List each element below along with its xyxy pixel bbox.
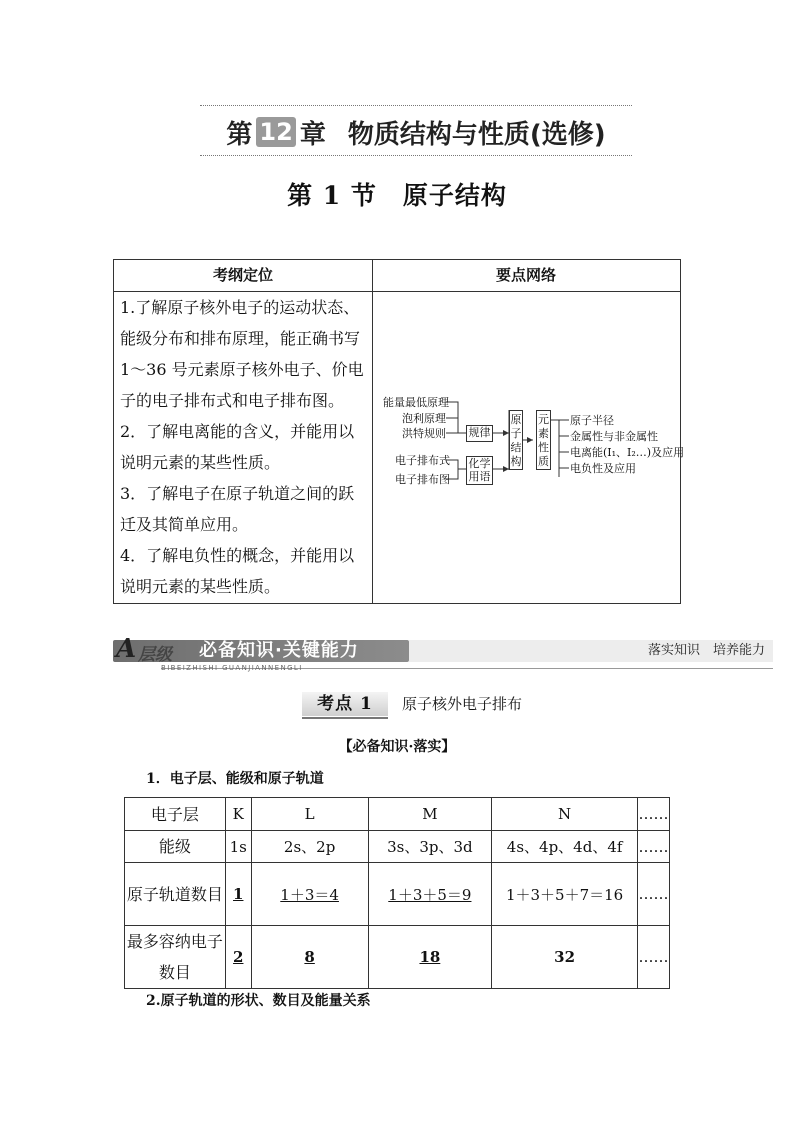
level-letter: A	[116, 634, 137, 664]
row-label: 电子层	[125, 798, 226, 831]
goal-item: 2．了解电离能的含义，并能用以说明元素的某些性质。	[120, 422, 355, 472]
chapter-name: 物质结构与性质(选修)	[347, 119, 606, 150]
network-item: 电子排布图	[395, 473, 450, 486]
usage-box: 化学 用语	[466, 456, 493, 485]
chapter-bottom-rule	[200, 155, 632, 156]
banner-slogan: 落实知识 培养能力	[647, 643, 765, 658]
section-title: 第 1 节 原子结构	[287, 181, 507, 210]
table-row	[125, 798, 670, 831]
atom-structure-box: 原 子 结 构	[509, 410, 523, 470]
kaodian-heading	[0, 692, 794, 718]
table-cell: ……	[637, 831, 669, 863]
network-item: 能量最低原理	[383, 396, 449, 409]
table-cell: 1	[225, 863, 251, 926]
goal-item: 3．了解电子在原子轨道之间的跃迁及其简单应用。	[120, 484, 355, 534]
table-cell: ……	[637, 798, 669, 831]
level-word: 层级	[138, 645, 172, 665]
table-row	[125, 863, 670, 926]
overview-header-network: 要点网络	[495, 266, 556, 284]
network-item: 电负性及应用	[570, 462, 636, 475]
paragraph-heading: 1．电子层、能级和原子轨道	[146, 771, 324, 787]
table-cell: 8	[251, 926, 368, 989]
paragraph-heading: 2.原子轨道的形状、数目及能量关系	[146, 993, 371, 1009]
goal-item: 1.了解原子核外电子的运动状态、能级分布和排布原理，能正确书写1～36 号元素原子核外电子、价电子的电子排布式和电子排布图。	[120, 298, 364, 410]
element-property-box: 元 素 性 质	[536, 410, 551, 470]
table-cell: 1＋3＋5＝9	[368, 863, 492, 926]
chapter-top-rule	[200, 105, 632, 106]
network-item: 原子半径	[570, 414, 614, 427]
chapter-prefix: 第	[226, 119, 253, 150]
kaodian-tag: 考点 1	[302, 692, 388, 716]
knowledge-network-diagram	[373, 292, 685, 602]
level-banner	[113, 636, 773, 676]
kaodian-name: 原子核外电子排布	[402, 695, 523, 713]
table-cell: 18	[368, 926, 492, 989]
table-cell: N	[492, 798, 638, 831]
table-cell: 32	[492, 926, 638, 989]
network-item: 泡利原理	[402, 412, 446, 425]
chapter-title	[200, 110, 632, 154]
table-cell: 2s、2p	[251, 831, 368, 863]
table-cell: K	[225, 798, 251, 831]
network-item: 洪特规则	[402, 427, 446, 440]
goal-item: 4．了解电负性的概念，并能用以说明元素的某些性质。	[120, 546, 355, 596]
banner-title: 必备知识·关键能力	[199, 640, 359, 661]
row-label: 最多容纳电子数目	[125, 926, 226, 989]
network-item: 电子排布式	[395, 454, 450, 467]
table-row	[125, 926, 670, 989]
table-cell: 1s	[225, 831, 251, 863]
table-cell: 2	[225, 926, 251, 989]
overview-header-goals: 考纲定位	[212, 266, 273, 284]
table-cell: ……	[637, 863, 669, 926]
row-label: 原子轨道数目	[125, 863, 226, 926]
table-cell: 4s、4p、4d、4f	[492, 831, 638, 863]
electron-shell-table	[124, 797, 670, 989]
subhead: 【必备知识·落实】	[338, 739, 456, 755]
overview-table	[113, 259, 685, 604]
table-row	[125, 831, 670, 863]
banner-pinyin: BIBEIZHISHI GUANJIANNENGLI	[161, 664, 303, 672]
network-item: 金属性与非金属性	[570, 430, 658, 443]
row-label: 能级	[125, 831, 226, 863]
table-cell: 1＋3＋5＋7＝16	[492, 863, 638, 926]
chapter-suffix: 章	[299, 119, 326, 150]
table-cell: 1＋3＝4	[251, 863, 368, 926]
rule-box: 规律	[466, 425, 493, 442]
table-cell: M	[368, 798, 492, 831]
goal-list	[120, 292, 370, 602]
table-cell: ……	[637, 926, 669, 989]
network-item: 电离能(I₁、I₂…)及应用	[570, 446, 685, 459]
table-cell: 3s、3p、3d	[368, 831, 492, 863]
chapter-number: 12	[256, 117, 295, 147]
table-cell: L	[251, 798, 368, 831]
